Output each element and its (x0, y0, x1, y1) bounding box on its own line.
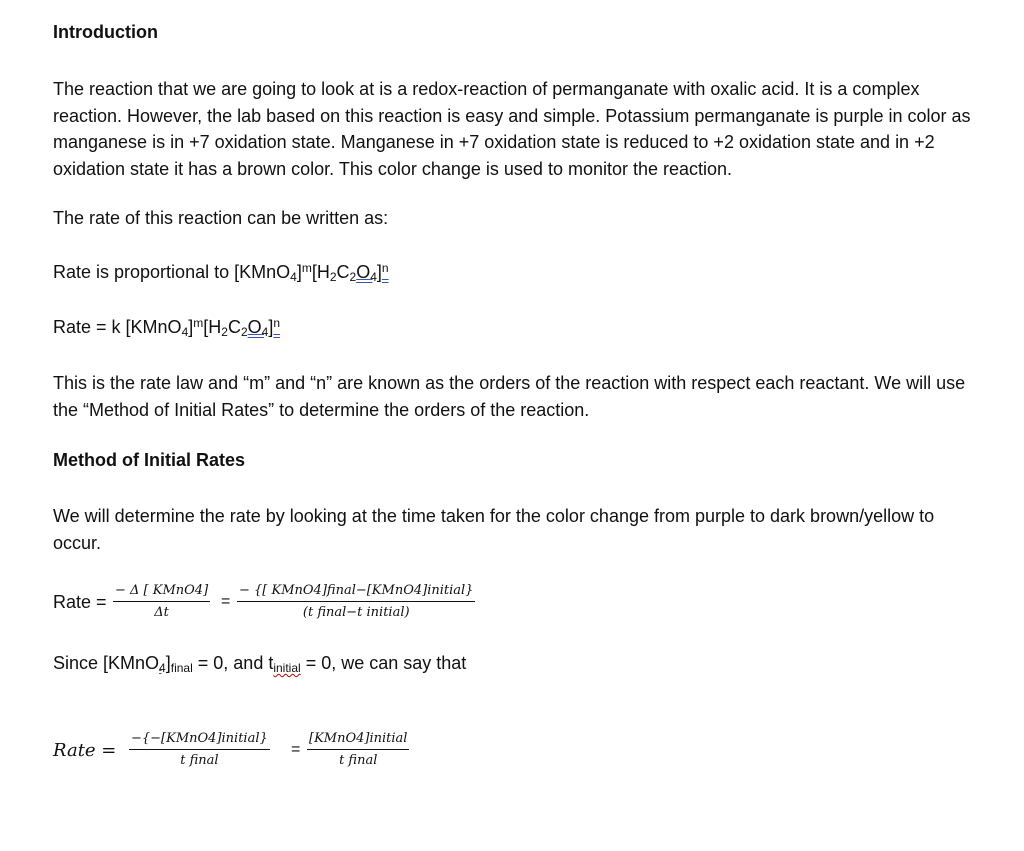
fraction-denominator: (t final−t initial) (302, 605, 410, 620)
subscript: 4 (181, 325, 189, 339)
initial-subscript: initial (273, 661, 301, 675)
rate-eq1-fraction-2 (237, 583, 475, 620)
method-heading: Method of Initial Rates (53, 450, 246, 470)
fraction-numerator: −{−[KMnO4]initial} (131, 731, 268, 746)
oxalic-o: O (356, 262, 371, 282)
rate-eq1-fraction-1 (113, 583, 210, 620)
fraction-numerator: − Δ [ KMnO4] (115, 583, 209, 598)
oxalic-o-group (248, 317, 280, 337)
bracket: ] (165, 653, 171, 673)
fraction-bar (113, 601, 210, 602)
final-subscript: final (170, 661, 193, 675)
fraction-numerator: [KMnO4]initial (309, 731, 408, 746)
rate-intro-text: The rate of this reaction can be written as: (53, 208, 389, 228)
subscript: 4 (370, 270, 377, 284)
introduction-paragraph: The reaction that we are going to look at is a redox-reaction of permanganate with oxalic acid. It is a complex reaction. However, the lab based on this reaction is easy and simple. Potassium permanganate is purple in color as manganese is in +7 oxidation state. Manganese in +7 oxidation state is reduced to +2 oxidation state and in +2 oxidation state it has a brown color. This color change is used to monitor the reaction. (53, 79, 971, 179)
subscript: 2 (349, 270, 357, 284)
bracket: ] (296, 262, 302, 282)
introduction-heading: Introduction (53, 22, 158, 42)
oxalic-open: [H (311, 262, 330, 282)
rate-eq2-fraction-1 (129, 731, 270, 768)
order-n: n (273, 316, 281, 330)
order-m: m (301, 261, 312, 275)
oxalic-c: C (227, 317, 241, 337)
fraction-numerator: − {[ KMnO4]final−[KMnO4]initial} (239, 583, 474, 598)
bracket: ] (376, 262, 382, 282)
rate-equation-prefix: Rate = k [KMnO (53, 317, 182, 337)
explanation-paragraph: This is the rate law and “m” and “n” are known as the orders of the reaction with respect each reactant. We will use the “Method of Initial Rates” to determine the orders of the reaction. (53, 373, 966, 420)
rate-proportional-line (53, 262, 389, 283)
fraction-bar (237, 601, 475, 602)
subscript: 2 (221, 325, 228, 339)
since-mid: = 0, and t (192, 653, 274, 673)
subscript: 4 (159, 661, 166, 675)
oxalic-o-group (356, 262, 388, 282)
subscript: 2 (240, 325, 248, 339)
rate-equation-line (53, 317, 280, 338)
fraction-bar (307, 749, 409, 750)
method-paragraph: We will determine the rate by looking at the time taken for the color change from purple to dark brown/yellow to occur. (53, 506, 935, 553)
bracket: ] (268, 317, 274, 337)
order-m: m (193, 316, 204, 330)
rate-eq2-label: Rate = (53, 740, 117, 761)
kmno4-sub-group (159, 653, 166, 673)
fraction-denominator: t final (180, 753, 219, 768)
rate-eq2-fraction-2 (307, 731, 409, 768)
fraction-denominator: Δt (154, 605, 169, 620)
oxalic-c: C (336, 262, 350, 282)
rate-eq1-label: Rate = (53, 592, 107, 612)
oxalic-o: O (247, 317, 262, 337)
bracket: ] (188, 317, 194, 337)
oxalic-open: [H (203, 317, 222, 337)
since-suffix: = 0, we can say that (300, 653, 467, 673)
subscript: 2 (329, 270, 337, 284)
order-n: n (381, 261, 389, 275)
since-line (53, 653, 466, 674)
rate-proportional-prefix: Rate is proportional to [KMnO (53, 262, 291, 282)
since-prefix: Since [KMnO (53, 653, 160, 673)
fraction-bar (129, 749, 270, 750)
rate-eq1-equals: = (221, 593, 231, 610)
subscript: 4 (261, 325, 269, 339)
fraction-denominator: t final (339, 753, 378, 768)
rate-eq2-equals: = (291, 741, 301, 758)
subscript: 4 (290, 270, 297, 284)
